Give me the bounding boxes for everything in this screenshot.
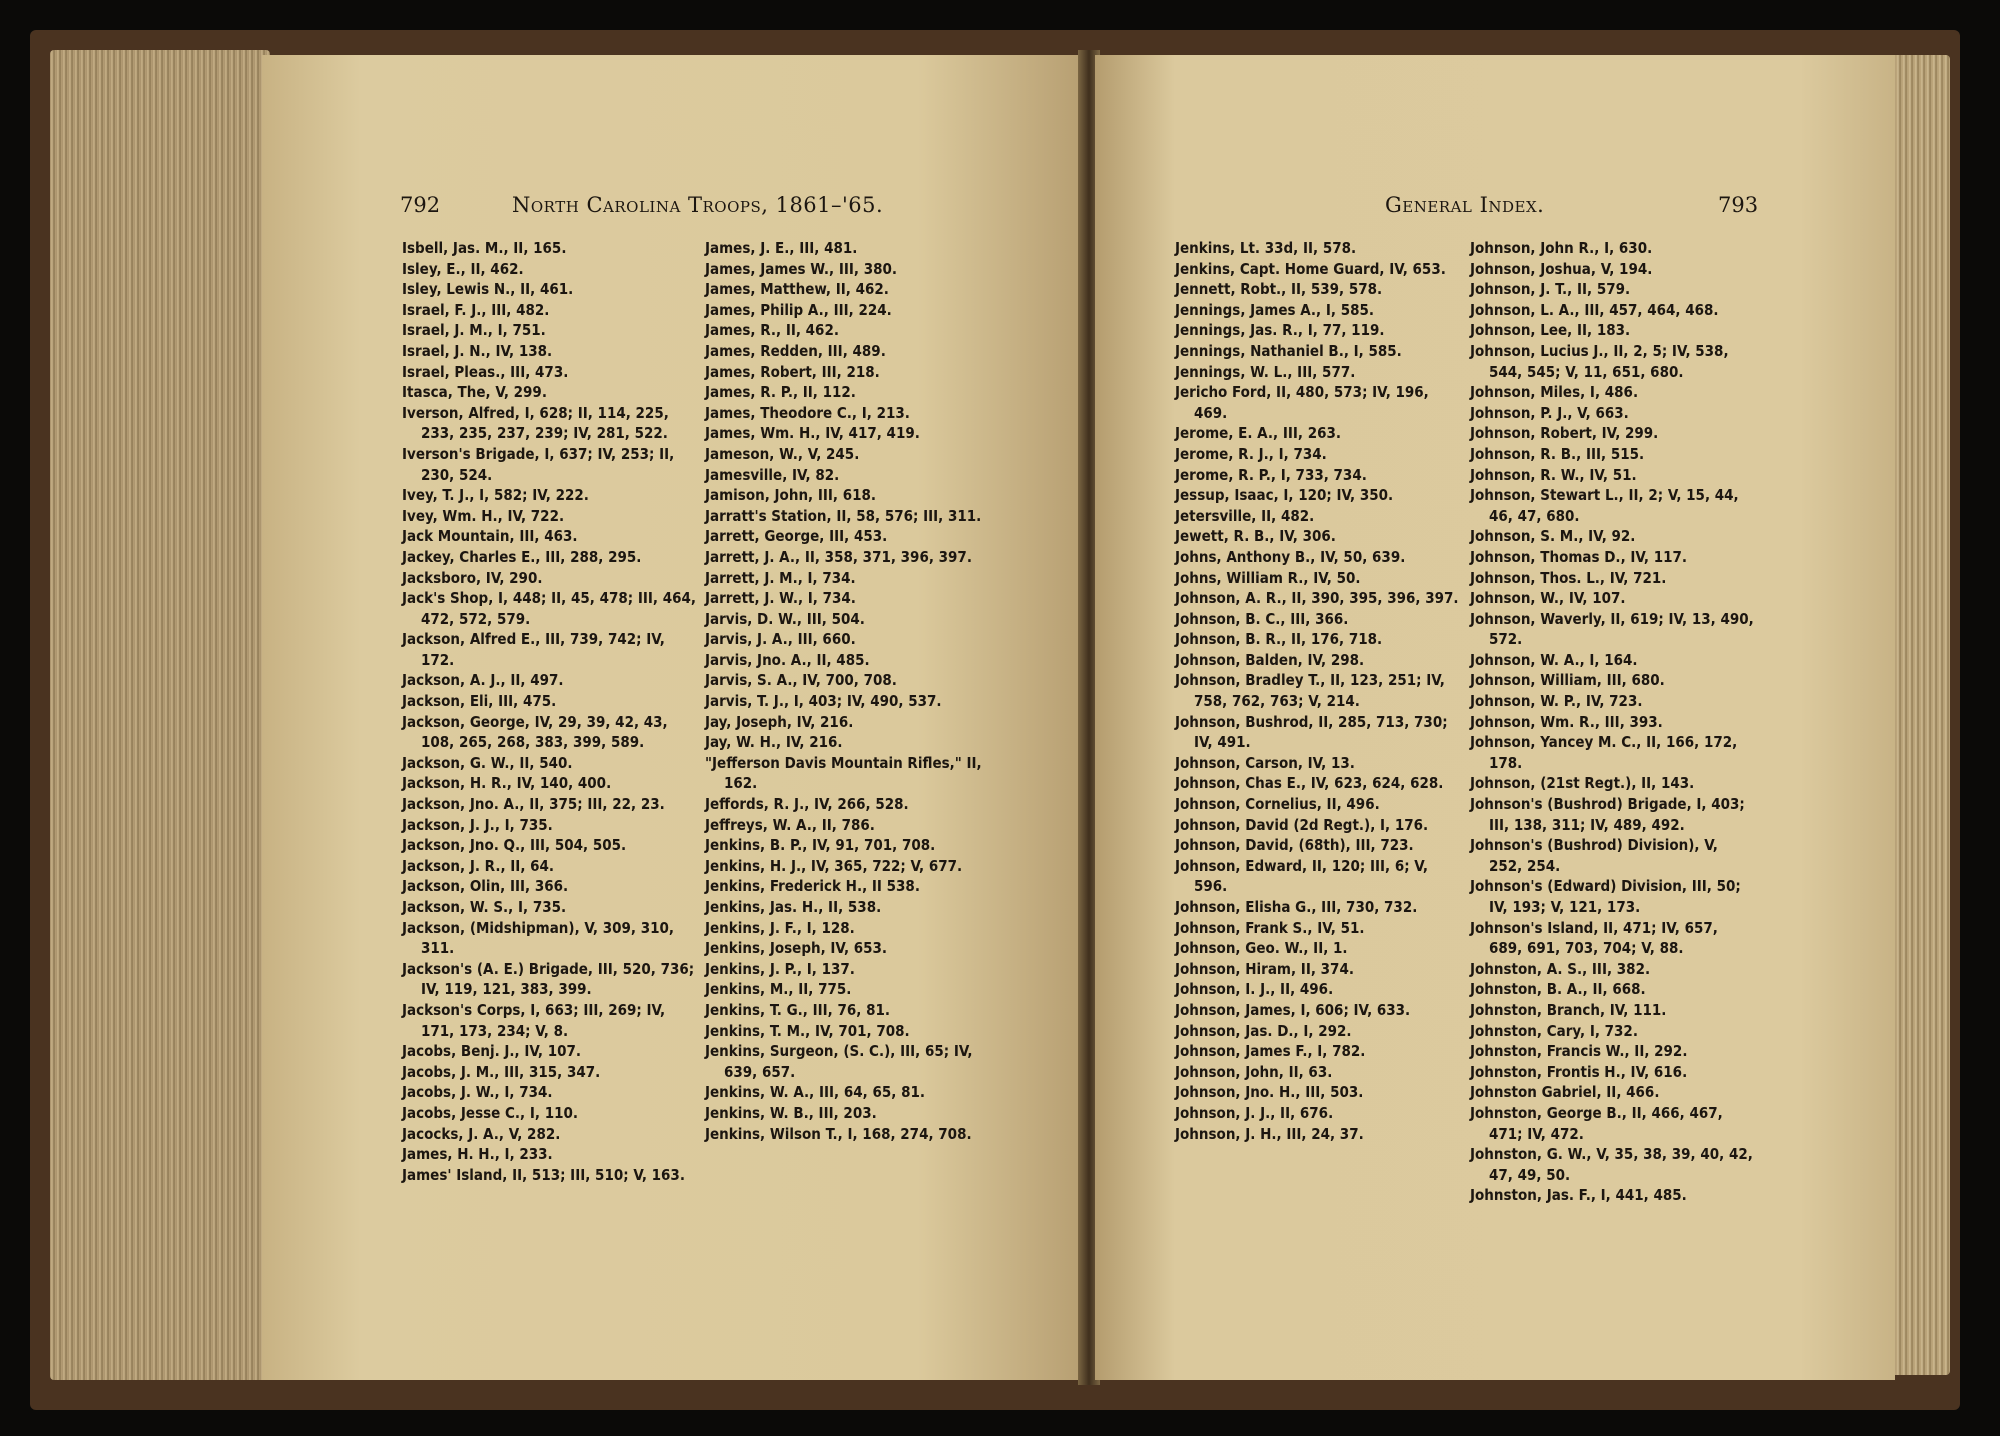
index-entry: Johnson's (Bushrod) Division), V, 252, 254. xyxy=(1470,836,1718,875)
index-entry: Johnston, Cary, I, 732. xyxy=(1470,1021,1638,1040)
index-entry: Johnson, I. J., II, 496. xyxy=(1175,980,1334,999)
index-entry: Jessup, Isaac, I, 120; IV, 350. xyxy=(1175,486,1394,505)
index-entry: Jameson, W., V, 245. xyxy=(705,444,860,463)
index-entry: Johnson, Yancey M. C., II, 166, 172, 178. xyxy=(1470,733,1738,772)
index-entry: Johnson, David (2d Regt.), I, 176. xyxy=(1175,815,1429,834)
index-entry: Ivey, Wm. H., IV, 722. xyxy=(402,506,565,525)
index-entry: Jackson, Olin, III, 366. xyxy=(402,877,569,896)
index-entry: James, R., II, 462. xyxy=(705,321,839,340)
index-entry: Jackson, H. R., IV, 140, 400. xyxy=(402,774,612,793)
index-entry: Jacobs, Jesse C., I, 110. xyxy=(402,1103,578,1122)
index-entry: Jerome, R. J., I, 734. xyxy=(1175,444,1327,463)
index-entry: Jack's Shop, I, 448; II, 45, 478; III, 464, 472, 572, 579. xyxy=(402,589,697,628)
index-entry: Israel, J. M., I, 751. xyxy=(402,321,546,340)
index-entry: Johns, William R., IV, 50. xyxy=(1175,568,1361,587)
index-entry: Johnston Gabriel, II, 466. xyxy=(1470,1083,1660,1102)
index-entry: Jack Mountain, III, 463. xyxy=(402,527,578,546)
index-entry: Jackson, Eli, III, 475. xyxy=(402,692,557,711)
index-entry: Jenkins, T. G., III, 76, 81. xyxy=(705,1000,890,1019)
index-entry: Jackey, Charles E., III, 288, 295. xyxy=(402,547,642,566)
index-entry: Johnson, Bradley T., II, 123, 251; IV, 758, 762, 763; V, 214. xyxy=(1175,671,1445,711)
index-entry: Johnson, Chas E., IV, 623, 624, 628. xyxy=(1175,774,1444,793)
index-entry: Iverson's Brigade, I, 637; IV, 253; II, 230, 524. xyxy=(402,444,675,484)
index-entry: Jackson, Alfred E., III, 739, 742; IV, 172. xyxy=(402,630,665,669)
index-entry: Johnson, B. R., II, 176, 718. xyxy=(1175,630,1383,649)
index-entry: Jarratt's Station, II, 58, 576; III, 311. xyxy=(705,506,982,525)
index-entry: Johnson's Island, II, 471; IV, 657, 689, 691, 703, 704; V, 88. xyxy=(1470,918,1718,958)
index-entry: Jackson, G. W., II, 540. xyxy=(402,753,573,772)
index-entry: Jackson, A. J., II, 497. xyxy=(402,671,564,690)
index-entry: Israel, J. N., IV, 138. xyxy=(402,341,553,360)
index-entry: Jenkins, W. A., III, 64, 65, 81. xyxy=(705,1083,925,1102)
index-entry: Johnson, David, (68th), III, 723. xyxy=(1175,836,1414,855)
index-entry: Jamison, John, III, 618. xyxy=(705,486,877,505)
index-entry: Jericho Ford, II, 480, 573; IV, 196, 469. xyxy=(1175,383,1429,422)
index-entry: Johnston, Frontis H., IV, 616. xyxy=(1470,1062,1688,1081)
index-entry: Jackson, Jno. A., II, 375; III, 22, 23. xyxy=(402,795,665,814)
index-entry: Isbell, Jas. M., II, 165. xyxy=(402,239,567,257)
index-entry: Jenkins, Jas. H., II, 538. xyxy=(705,898,882,916)
index-entry: Jennings, Jas. R., I, 77, 119. xyxy=(1175,321,1385,340)
index-entry: Johnson's (Edward) Division, III, 50; IV, 193; V, 121, 173. xyxy=(1470,877,1741,916)
index-entry: Johnson, Balden, IV, 298. xyxy=(1175,650,1365,669)
index-entry: Johnson, Jno. H., III, 503. xyxy=(1175,1083,1364,1102)
index-entry: Johns, Anthony B., IV, 50, 639. xyxy=(1175,547,1406,566)
index-entry: Johnson, R. B., III, 515. xyxy=(1470,444,1645,463)
index-entry: Jetersville, II, 482. xyxy=(1175,506,1315,525)
index-entry: Jenkins, Lt. 33d, II, 578. xyxy=(1175,239,1357,257)
index-entry: Johnson, B. C., III, 366. xyxy=(1175,609,1349,628)
index-entry: Johnson, Geo. W., II, 1. xyxy=(1175,939,1348,958)
index-entry: James, R. P., II, 112. xyxy=(705,383,856,402)
index-entry: Johnston, George B., II, 466, 467, 471; IV, 472. xyxy=(1470,1103,1723,1143)
index-entry: Jewett, R. B., IV, 306. xyxy=(1175,527,1336,546)
index-entry: Jenkins, H. J., IV, 365, 722; V, 677. xyxy=(705,856,963,875)
index-entry: Johnson, William, III, 680. xyxy=(1470,671,1665,690)
index-entry: Jenkins, B. P., IV, 91, 701, 708. xyxy=(705,836,936,855)
index-entry: Jerome, E. A., III, 263. xyxy=(1175,424,1342,443)
index-entry: Jackson, Jno. Q., III, 504, 505. xyxy=(402,836,627,855)
index-entry: Jarvis, T. J., I, 403; IV, 490, 537. xyxy=(705,692,942,711)
index-entry: James, Wm. H., IV, 417, 419. xyxy=(705,424,920,443)
index-entry: James, Theodore C., I, 213. xyxy=(705,403,910,422)
index-column-2 xyxy=(705,238,1005,1144)
index-entry: Jackson, (Midshipman), V, 309, 310, 311. xyxy=(402,918,675,958)
index-entry: Isley, E., II, 462. xyxy=(402,259,524,278)
index-entry: Jay, Joseph, IV, 216. xyxy=(705,712,854,731)
index-entry: Johnson, J. J., II, 676. xyxy=(1175,1103,1334,1122)
index-entry: "Jefferson Davis Mountain Rifles," II, 162. xyxy=(705,753,982,793)
page-edges-right xyxy=(1890,55,1950,1375)
index-entry: Jennett, Robt., II, 539, 578. xyxy=(1175,280,1383,299)
index-entry: Jacobs, Benj. J., IV, 107. xyxy=(402,1042,582,1061)
index-entry: Ivey, T. J., I, 582; IV, 222. xyxy=(402,486,589,505)
index-entry: James, Matthew, II, 462. xyxy=(705,280,889,299)
index-entry: Jackson, W. S., I, 735. xyxy=(402,898,567,916)
index-entry: Johnson's (Bushrod) Brigade, I, 403; III, 138, 311; IV, 489, 492. xyxy=(1470,795,1745,834)
index-entry: Jarvis, J. A., III, 660. xyxy=(705,630,856,649)
index-entry: James' Island, II, 513; III, 510; V, 163. xyxy=(402,1165,685,1184)
index-entry: Johnson, Hiram, II, 374. xyxy=(1175,959,1354,978)
index-entry: Johnson, Miles, I, 486. xyxy=(1470,383,1639,402)
index-entry: James, Redden, III, 489. xyxy=(705,341,886,360)
index-entry: Johnson, L. A., III, 457, 464, 468. xyxy=(1470,300,1719,319)
index-entry: Johnson, Carson, IV, 13. xyxy=(1175,753,1355,772)
index-entry: Itasca, The, V, 299. xyxy=(402,383,547,402)
index-entry: Johnson, Jas. D., I, 292. xyxy=(1175,1021,1352,1040)
index-entry: Jenkins, T. M., IV, 701, 708. xyxy=(705,1021,910,1040)
index-entry: Johnson, James F., I, 782. xyxy=(1175,1042,1366,1061)
index-entry: Johnson, Edward, II, 120; III, 6; V, 596. xyxy=(1175,856,1428,896)
index-entry: Israel, Pleas., III, 473. xyxy=(402,362,569,381)
index-entry: Jennings, W. L., III, 577. xyxy=(1175,362,1356,381)
index-entry: Jackson, J. R., II, 64. xyxy=(402,856,555,875)
index-entry: James, Philip A., III, 224. xyxy=(705,300,892,319)
index-entry: Jerome, R. P., I, 733, 734. xyxy=(1175,465,1367,484)
index-entry: Johnson, (21st Regt.), II, 143. xyxy=(1470,774,1695,793)
index-entry: Jennings, James A., I, 585. xyxy=(1175,300,1375,319)
index-entry: Johnston, Branch, IV, 111. xyxy=(1470,1000,1667,1019)
index-entry: Johnston, B. A., II, 668. xyxy=(1470,980,1646,999)
running-head: General Index. xyxy=(1385,193,1545,217)
index-entry: Jenkins, J. P., I, 137. xyxy=(705,959,855,978)
index-entry: Jenkins, Surgeon, (S. C.), III, 65; IV, 639, 657. xyxy=(705,1042,973,1081)
index-entry: Johnson, Lucius J., II, 2, 5; IV, 538, 544, 545; V, 11, 651, 680. xyxy=(1470,341,1729,381)
index-entry: Johnson, John R., I, 630. xyxy=(1470,239,1653,257)
index-entry: Jenkins, J. F., I, 128. xyxy=(705,918,855,937)
index-entry: James, James W., III, 380. xyxy=(705,259,898,278)
index-entry: Johnson, A. R., II, 390, 395, 396, 397. xyxy=(1175,589,1459,608)
index-entry: Johnson, W. A., I, 164. xyxy=(1470,650,1638,669)
index-entry: Jarrett, J. M., I, 734. xyxy=(705,568,856,587)
index-entry: Johnson, Thomas D., IV, 117. xyxy=(1470,547,1688,566)
index-entry: Jennings, Nathaniel B., I, 585. xyxy=(1175,341,1402,360)
index-entry: Johnson, S. M., IV, 92. xyxy=(1470,527,1636,546)
index-entry: Iverson, Alfred, I, 628; II, 114, 225, 233, 235, 237, 239; IV, 281, 522. xyxy=(402,403,669,443)
index-entry: Johnson, Wm. R., III, 393. xyxy=(1470,712,1663,731)
index-entry: Jenkins, Joseph, IV, 653. xyxy=(705,939,888,958)
index-entry: Jarrett, J. W., I, 734. xyxy=(705,589,856,608)
index-entry: Johnson, R. W., IV, 51. xyxy=(1470,465,1637,484)
index-entry: Jackson, J. J., I, 735. xyxy=(402,815,553,834)
index-column-2 xyxy=(1470,238,1755,1206)
index-entry: Johnson, Thos. L., IV, 721. xyxy=(1470,568,1667,587)
index-entry: Jackson, George, IV, 29, 39, 42, 43, 108, 265, 268, 383, 399, 589. xyxy=(402,712,668,752)
index-entry: Johnson, Stewart L., II, 2; V, 15, 44, 46, 47, 680. xyxy=(1470,486,1739,525)
index-entry: Jarvis, D. W., III, 504. xyxy=(705,609,865,628)
index-entry: Johnston, A. S., III, 382. xyxy=(1470,959,1651,978)
index-entry: Jarvis, Jno. A., II, 485. xyxy=(705,650,870,669)
index-entry: Jackson's Corps, I, 663; III, 269; IV, 171, 173, 234; V, 8. xyxy=(402,1000,666,1040)
index-entry: Johnson, W., IV, 107. xyxy=(1470,589,1626,608)
index-entry: Jeffords, R. J., IV, 266, 528. xyxy=(705,795,909,814)
index-entry: Johnson, Elisha G., III, 730, 732. xyxy=(1175,898,1418,916)
index-entry: Jarrett, J. A., II, 358, 371, 396, 397. xyxy=(705,547,972,566)
index-entry: Jarrett, George, III, 453. xyxy=(705,527,888,546)
index-entry: Jarvis, S. A., IV, 700, 708. xyxy=(705,671,897,690)
index-entry: Johnson, John, II, 63. xyxy=(1175,1062,1333,1081)
index-entry: Johnston, Jas. F., I, 441, 485. xyxy=(1470,1186,1687,1205)
index-entry: Johnson, James, I, 606; IV, 633. xyxy=(1175,1000,1411,1019)
index-entry: Jacocks, J. A., V, 282. xyxy=(402,1124,561,1143)
left-page xyxy=(262,55,1082,1380)
index-entry: Jackson's (A. E.) Brigade, III, 520, 736; IV, 119, 121, 383, 399. xyxy=(402,959,695,999)
index-entry: Jenkins, Wilson T., I, 168, 274, 708. xyxy=(705,1124,972,1143)
index-entry: Johnson, Joshua, V, 194. xyxy=(1470,259,1653,278)
index-entry: Jenkins, M., II, 775. xyxy=(705,980,852,999)
index-entry: Johnston, Francis W., II, 292. xyxy=(1470,1042,1688,1061)
index-entry: Johnson, Lee, II, 183. xyxy=(1470,321,1631,340)
index-entry: Jenkins, Frederick H., II 538. xyxy=(705,877,920,896)
index-entry: Jeffreys, W. A., II, 786. xyxy=(705,815,875,834)
index-entry: Johnson, Waverly, II, 619; IV, 13, 490, 572. xyxy=(1470,609,1754,649)
index-entry: Johnson, Frank S., IV, 51. xyxy=(1175,918,1365,937)
index-entry: Johnson, Cornelius, II, 496. xyxy=(1175,795,1380,814)
index-entry: Jay, W. H., IV, 216. xyxy=(705,733,843,752)
page-number: 793 xyxy=(1718,193,1759,217)
index-column-1 xyxy=(402,238,702,1185)
index-entry: James, H. H., I, 233. xyxy=(402,1145,553,1164)
index-entry: Johnson, Robert, IV, 299. xyxy=(1470,424,1659,443)
index-entry: Jacobs, J. W., I, 734. xyxy=(402,1083,553,1102)
page-number: 792 xyxy=(400,193,441,217)
page-edges-left xyxy=(50,50,270,1380)
index-entry: James, Robert, III, 218. xyxy=(705,362,880,381)
index-entry: Johnson, Bushrod, II, 285, 713, 730; IV, 491. xyxy=(1175,712,1448,752)
index-entry: Isley, Lewis N., II, 461. xyxy=(402,280,574,299)
index-entry: Jacobs, J. M., III, 315, 347. xyxy=(402,1062,601,1081)
index-entry: Johnson, P. J., V, 663. xyxy=(1470,403,1629,422)
index-entry: Jenkins, Capt. Home Guard, IV, 653. xyxy=(1175,259,1446,278)
index-column-1 xyxy=(1175,238,1460,1144)
right-page xyxy=(1095,55,1895,1380)
index-entry: Johnson, J. H., III, 24, 37. xyxy=(1175,1124,1364,1143)
index-entry: Johnson, W. P., IV, 723. xyxy=(1470,692,1643,711)
index-entry: Johnson, J. T., II, 579. xyxy=(1470,280,1631,299)
index-entry: Jamesville, IV, 82. xyxy=(705,465,840,484)
index-entry: Jacksboro, IV, 290. xyxy=(402,568,543,587)
index-entry: Israel, F. J., III, 482. xyxy=(402,300,550,319)
running-head: North Carolina Troops, 1861–'65. xyxy=(512,193,884,217)
index-entry: Jenkins, W. B., III, 203. xyxy=(705,1103,877,1122)
index-entry: James, J. E., III, 481. xyxy=(705,239,858,257)
index-entry: Johnston, G. W., V, 35, 38, 39, 40, 42, 47, 49, 50. xyxy=(1470,1145,1753,1184)
